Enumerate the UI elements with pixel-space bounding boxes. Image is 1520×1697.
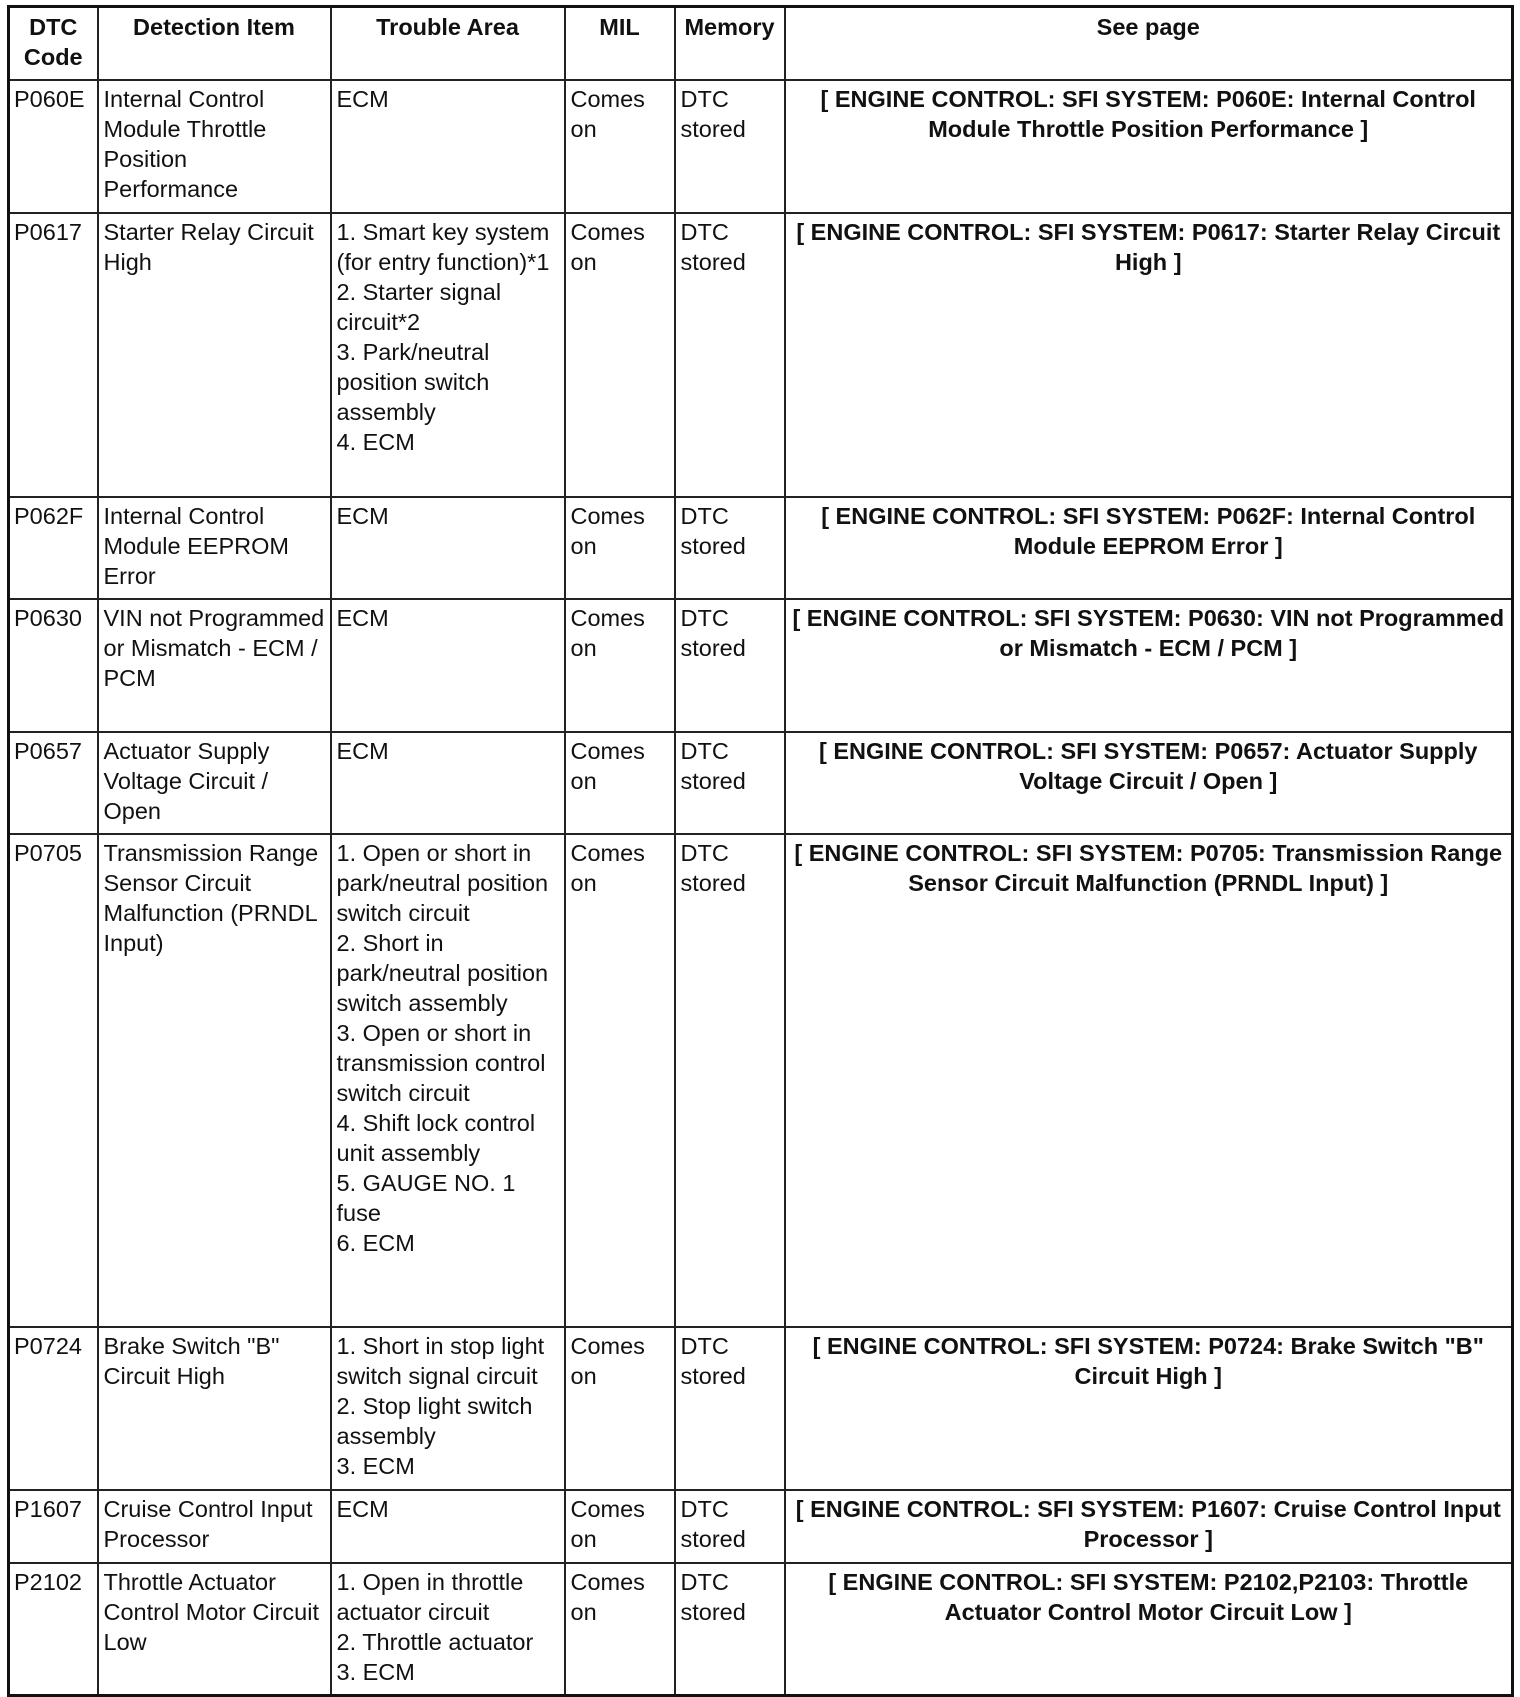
mil-cell: Comes on (565, 732, 675, 834)
detection-item-cell: Brake Switch "B" Circuit High (98, 1327, 331, 1490)
memory-cell: DTC stored (675, 1490, 785, 1563)
trouble-area-cell (331, 1327, 565, 1490)
memory-cell: DTC stored (675, 213, 785, 497)
table-row (9, 1327, 1513, 1490)
see-page-link[interactable]: [ ENGINE CONTROL: SFI SYSTEM: P0630: VIN not Programmed or Mismatch - ECM / PCM ] (785, 599, 1513, 732)
dtc-code-cell: P0724 (9, 1327, 98, 1490)
table-row (9, 213, 1513, 497)
dtc-code-cell: P0705 (9, 834, 98, 1327)
table-row (9, 497, 1513, 599)
trouble-area-line: 2. Stop light switch assembly (336, 1392, 533, 1449)
see-page-link[interactable]: [ ENGINE CONTROL: SFI SYSTEM: P062F: Internal Control Module EEPROM Error ] (785, 497, 1513, 599)
mil-cell: Comes on (565, 80, 675, 213)
mil-cell: Comes on (565, 497, 675, 599)
trouble-area-cell (331, 732, 565, 834)
trouble-area-line: 4. ECM (336, 428, 415, 455)
header-memory: Memory (675, 7, 785, 80)
header-dtc-code-line1: DTC (29, 14, 78, 40)
trouble-area-cell (331, 1563, 565, 1696)
dtc-table (7, 5, 1514, 1697)
dtc-code-cell: P2102 (9, 1563, 98, 1696)
trouble-area-line: ECM (336, 604, 389, 631)
detection-item-cell: VIN not Programmed or Mismatch - ECM / PCM (98, 599, 331, 732)
header-see-page: See page (785, 7, 1513, 80)
detection-item-cell: Throttle Actuator Control Motor Circuit Low (98, 1563, 331, 1696)
see-page-link[interactable]: [ ENGINE CONTROL: SFI SYSTEM: P1607: Cruise Control Input Processor ] (785, 1490, 1513, 1563)
detection-item-cell: Internal Control Module Throttle Position Performance (98, 80, 331, 213)
see-page-link[interactable]: [ ENGINE CONTROL: SFI SYSTEM: P0724: Brake Switch "B" Circuit High ] (785, 1327, 1513, 1490)
trouble-area-line: 3. ECM (336, 1452, 415, 1479)
dtc-code-cell: P060E (9, 80, 98, 213)
dtc-code-cell: P062F (9, 497, 98, 599)
trouble-area-line: ECM (336, 85, 389, 112)
trouble-area-line: 1. Smart key system (for entry function)*1 (336, 218, 550, 275)
trouble-area-line: 1. Open or short in park/neutral position switch circuit (336, 839, 549, 926)
trouble-area-line: ECM (336, 1495, 389, 1522)
trouble-area-cell (331, 213, 565, 497)
dtc-code-cell: P0630 (9, 599, 98, 732)
trouble-area-line: 2. Throttle actuator (336, 1628, 534, 1655)
trouble-area-line: 6. ECM (336, 1229, 415, 1256)
trouble-area-line: 5. GAUGE NO. 1 fuse (336, 1169, 516, 1226)
detection-item-cell: Transmission Range Sensor Circuit Malfunction (PRNDL Input) (98, 834, 331, 1327)
dtc-code-cell: P0657 (9, 732, 98, 834)
header-dtc-code-line2: Code (23, 44, 83, 70)
memory-cell: DTC stored (675, 1563, 785, 1696)
trouble-area-cell (331, 497, 565, 599)
mil-cell: Comes on (565, 834, 675, 1327)
table-row (9, 1490, 1513, 1563)
memory-cell: DTC stored (675, 599, 785, 732)
trouble-area-cell (331, 1490, 565, 1563)
trouble-area-line: ECM (336, 502, 389, 529)
trouble-area-cell (331, 599, 565, 732)
header-detection-item: Detection Item (98, 7, 331, 80)
see-page-link[interactable]: [ ENGINE CONTROL: SFI SYSTEM: P060E: Internal Control Module Throttle Position Performance ] (785, 80, 1513, 213)
mil-cell: Comes on (565, 1327, 675, 1490)
table-row (9, 732, 1513, 834)
trouble-area-line: 3. Open or short in transmission control switch circuit (336, 1019, 546, 1106)
header-trouble-area: Trouble Area (331, 7, 565, 80)
see-page-link[interactable]: [ ENGINE CONTROL: SFI SYSTEM: P0617: Starter Relay Circuit High ] (785, 213, 1513, 497)
trouble-area-line: 2. Starter signal circuit*2 (336, 278, 502, 335)
see-page-link[interactable]: [ ENGINE CONTROL: SFI SYSTEM: P0657: Actuator Supply Voltage Circuit / Open ] (785, 732, 1513, 834)
table-row (9, 1563, 1513, 1696)
mil-cell: Comes on (565, 213, 675, 497)
see-page-link[interactable]: [ ENGINE CONTROL: SFI SYSTEM: P0705: Transmission Range Sensor Circuit Malfunction (PRNDL Input) ] (785, 834, 1513, 1327)
table-row (9, 599, 1513, 732)
memory-cell: DTC stored (675, 80, 785, 213)
memory-cell: DTC stored (675, 732, 785, 834)
trouble-area-line: 3. ECM (336, 1658, 415, 1685)
trouble-area-line: ECM (336, 737, 389, 764)
dtc-code-cell: P0617 (9, 213, 98, 497)
dtc-table-body (9, 80, 1513, 1696)
trouble-area-line: 2. Short in park/neutral position switch assembly (336, 929, 549, 1016)
mil-cell: Comes on (565, 1563, 675, 1696)
memory-cell: DTC stored (675, 834, 785, 1327)
detection-item-cell: Actuator Supply Voltage Circuit / Open (98, 732, 331, 834)
header-dtc-code (9, 7, 98, 80)
detection-item-cell: Starter Relay Circuit High (98, 213, 331, 497)
trouble-area-line: 1. Short in stop light switch signal circuit (336, 1332, 545, 1389)
table-row (9, 80, 1513, 213)
header-mil: MIL (565, 7, 675, 80)
mil-cell: Comes on (565, 1490, 675, 1563)
memory-cell: DTC stored (675, 1327, 785, 1490)
see-page-link[interactable]: [ ENGINE CONTROL: SFI SYSTEM: P2102,P2103: Throttle Actuator Control Motor Circuit Low ] (785, 1563, 1513, 1696)
dtc-code-cell: P1607 (9, 1490, 98, 1563)
mil-cell: Comes on (565, 599, 675, 732)
header-row (9, 7, 1513, 80)
trouble-area-line: 3. Park/neutral position switch assembly (336, 338, 490, 425)
trouble-area-cell (331, 80, 565, 213)
trouble-area-line: 4. Shift lock control unit assembly (336, 1109, 536, 1166)
trouble-area-line: 1. Open in throttle actuator circuit (336, 1568, 524, 1625)
table-row (9, 834, 1513, 1327)
detection-item-cell: Internal Control Module EEPROM Error (98, 497, 331, 599)
detection-item-cell: Cruise Control Input Processor (98, 1490, 331, 1563)
trouble-area-cell (331, 834, 565, 1327)
memory-cell: DTC stored (675, 497, 785, 599)
